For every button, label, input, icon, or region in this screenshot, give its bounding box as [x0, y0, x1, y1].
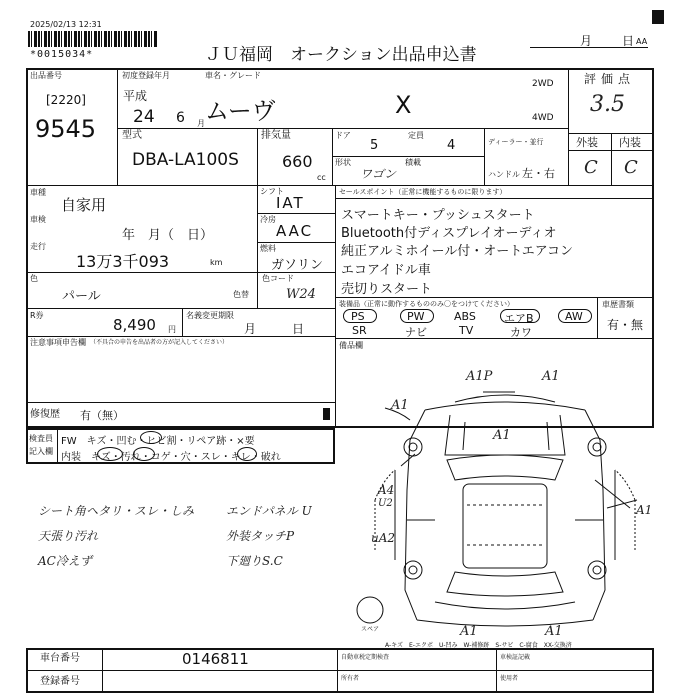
damage-front-right: A1	[542, 369, 560, 384]
footer-field: 所有者	[341, 675, 360, 682]
note-ac: AC冷えず	[38, 554, 92, 568]
damage-left-upper: A4	[378, 483, 395, 497]
displacement-label: 排気量	[261, 130, 291, 141]
history-value: 有・無	[607, 318, 644, 332]
equip-aw: AW	[565, 310, 583, 323]
cc-unit: cc	[317, 173, 326, 182]
sales-point: 純正アルミホイール付・オートエアコン	[341, 244, 574, 259]
tonnage-label: 積載	[405, 158, 421, 167]
era: 平成	[123, 89, 148, 103]
shift: IAT	[276, 194, 305, 212]
fuel: ガソリン	[271, 258, 324, 273]
fuel-label: 燃料	[260, 244, 276, 253]
inspector-row-1: FW キズ・凹む・ヒビ割・リペア跡・×要	[61, 436, 255, 447]
color-replace-label: 色替	[233, 290, 249, 299]
damage-rear-left: A1	[460, 624, 478, 639]
handle-label: ハンドル	[488, 170, 520, 179]
recycle-amount: 8,490	[113, 316, 156, 334]
equip-tv: TV	[459, 324, 474, 337]
repair-value: 有（無）	[80, 409, 124, 422]
drive-4wd: 4WD	[532, 113, 554, 123]
usage-label: 車種	[30, 188, 46, 197]
color-value: パール	[62, 289, 101, 304]
drive-2wd: 2WD	[532, 79, 554, 89]
chassis-number: 0146811	[182, 650, 249, 668]
inspection-label: 車検	[30, 215, 46, 224]
remarks-label: 備品欄	[339, 341, 363, 350]
entry-number: 9545	[35, 115, 97, 143]
interior-grade: C	[624, 157, 638, 178]
model-label: 型式	[122, 130, 142, 141]
note-under: 下廻りS.C	[226, 554, 283, 568]
sales-point: 売切りスタート	[341, 282, 433, 297]
transfer-date: 月 日	[244, 322, 305, 336]
date-month: 月	[580, 34, 593, 48]
barcode-number: *0015034*	[30, 49, 94, 60]
footer-field: 自動車税定期検査	[341, 654, 390, 661]
equip-ps: PS	[351, 310, 365, 323]
doors-label: ドア	[335, 131, 351, 140]
km-unit: km	[210, 258, 223, 267]
equip-navi: ナビ	[405, 326, 427, 339]
car-name: ムーヴ	[205, 97, 276, 125]
reg-month-unit: 月	[197, 119, 205, 128]
repair-label: 修復歴	[30, 409, 60, 420]
damage-front-left: A1	[391, 398, 409, 413]
history-label: 車歴書類	[602, 300, 634, 309]
date-day: 日	[622, 34, 635, 48]
spare-label: スペア	[361, 626, 380, 633]
entry-code: [2220]	[46, 93, 86, 107]
shape-label: 形状	[335, 158, 351, 167]
inspector-label: 検査員	[29, 434, 53, 443]
doors: 5	[370, 138, 379, 153]
capacity: 4	[447, 138, 456, 153]
timestamp: 2025/02/13 12:31	[30, 20, 102, 29]
car-damage-diagram	[355, 380, 655, 640]
equip-abs: ABS	[454, 310, 476, 323]
chassis-label: 車台番号	[40, 653, 80, 664]
note-exterior: 外装タッチP	[226, 529, 295, 543]
date-suffix: AA	[636, 37, 648, 46]
mileage: 13万3千093	[76, 252, 170, 271]
corner-mark	[652, 10, 664, 24]
notes-label: 注意事項申告欄	[30, 338, 86, 347]
color-code: W24	[286, 287, 316, 302]
rating-label: 評価点	[584, 72, 636, 86]
form-title: ＪＵ福岡 オークション出品申込書	[205, 45, 477, 65]
damage-legend: A-キズ E-エクボ U-凹み W-補修跡 S-サビ C-腐食 XX-交換済	[385, 642, 572, 649]
footer-field: 車検証記載	[500, 654, 531, 661]
entry-label: 出品番号	[30, 71, 62, 80]
recycle-label: R券	[30, 311, 44, 320]
rating-score: 3.5	[590, 92, 625, 117]
ac-label: 冷房	[260, 215, 276, 224]
sales-point: Bluetooth付ディスプレイオーディオ	[341, 226, 557, 241]
equip-sr: SR	[352, 324, 367, 337]
equip-leather: カワ	[510, 326, 532, 339]
inspection-date: 年 月（ 日）	[122, 228, 214, 243]
car-grade: X	[395, 91, 412, 119]
footer-field: 使用者	[500, 675, 519, 682]
equip-pw: PW	[407, 310, 425, 323]
note-roof: 天張り汚れ	[38, 529, 99, 543]
repair-marker	[323, 408, 330, 420]
damage-front-center: A1P	[466, 369, 493, 384]
inspector-row-2: 内装 キズ・汚れ・コゲ・穴・スレ・キレ・破れ	[61, 452, 281, 463]
shape: ワゴン	[360, 167, 397, 181]
equip-airbag: エアB	[504, 312, 534, 325]
sales-points-label: セールスポイント（正常に機能するものに限ります）	[339, 188, 507, 196]
registration-label: 登録番号	[40, 676, 80, 687]
transfer-label: 名義変更期限	[186, 311, 234, 320]
ac: AAC	[276, 222, 314, 240]
usage-value: 自家用	[61, 196, 107, 214]
barcode	[28, 31, 158, 47]
damage-left-mid: uA2	[371, 531, 396, 545]
damage-rear-right: A1	[545, 624, 563, 639]
exterior-label: 外装	[576, 136, 598, 149]
reg-year: 24	[133, 107, 155, 127]
color-code-label: 色コード	[262, 274, 294, 283]
interior-label: 内装	[619, 136, 641, 149]
notes-sublabel: （不具合の申告を出品者の方が記入してください）	[90, 339, 229, 346]
damage-left-upper-2: U2	[378, 498, 393, 509]
first-reg-label: 初度登録年月	[122, 71, 170, 80]
damage-roof: A1	[493, 428, 511, 443]
inspector-label-2: 記入欄	[29, 447, 53, 456]
exterior-grade: C	[584, 157, 598, 178]
sales-point: スマートキー・プッシュスタート	[341, 208, 535, 223]
note-seat: シート角ヘタリ・スレ・しみ	[38, 504, 195, 518]
dealer-label: ディーラー・並行	[488, 138, 544, 146]
mileage-label: 走行	[30, 242, 46, 251]
reg-month: 6	[176, 110, 185, 126]
model: DBA-LA100S	[132, 150, 239, 170]
recycle-yen: 円	[168, 325, 176, 334]
note-endpanel: エンドパネル U	[226, 504, 312, 518]
shift-label: シフト	[260, 187, 284, 196]
displacement: 660	[282, 152, 313, 171]
name-label: 車名・グレード	[205, 71, 261, 80]
handle: 左・右	[522, 167, 555, 180]
sales-point: エコアイドル車	[341, 263, 431, 278]
equipment-label: 装備品（正常に動作するもののみ〇をつけてください）	[339, 300, 514, 308]
capacity-label: 定員	[408, 131, 424, 140]
color-label: 色	[30, 274, 38, 283]
damage-right-mid: A1	[636, 503, 653, 517]
